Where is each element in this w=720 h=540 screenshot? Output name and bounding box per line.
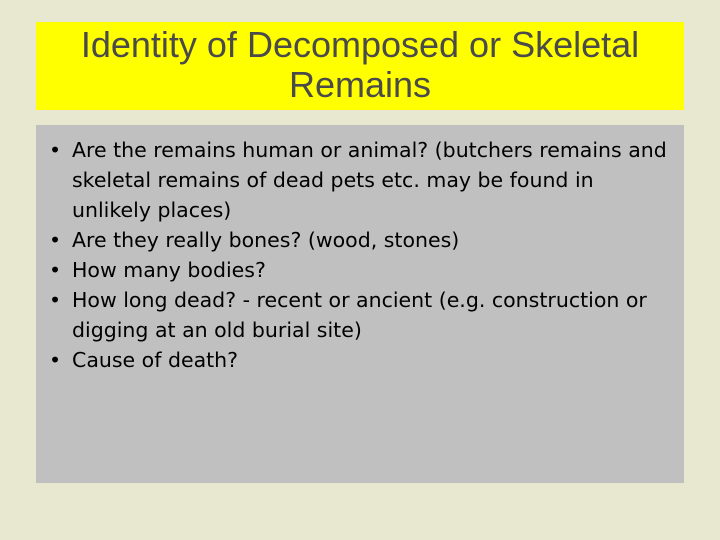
slide-title-box [36,22,684,110]
bullet-icon: • [48,138,62,162]
slide-content-box [36,125,684,483]
slide-title: Identity of Decomposed or Skeletal Remains [80,24,640,105]
bullet-icon: • [48,288,62,312]
bullet-item [48,285,668,345]
bullet-icon: • [48,348,62,372]
bullet-icon: • [48,258,62,282]
bullet-item [48,255,668,285]
bullet-item [48,345,668,375]
bullet-text: Cause of death? [72,348,239,372]
bullet-text: Are they really bones? (wood, stones) [72,228,460,252]
bullet-item [48,135,668,225]
bullet-text: How many bodies? [72,258,266,282]
bullet-text: How long dead? - recent or ancient (e.g. construction or digging at an old burial site) [72,288,647,342]
bullet-icon: • [48,228,62,252]
bullet-list [48,135,668,375]
bullet-item [48,225,668,255]
bullet-text: Are the remains human or animal? (butchers remains and skeletal remains of dead pets etc. may be found in unlikely places) [72,138,667,222]
